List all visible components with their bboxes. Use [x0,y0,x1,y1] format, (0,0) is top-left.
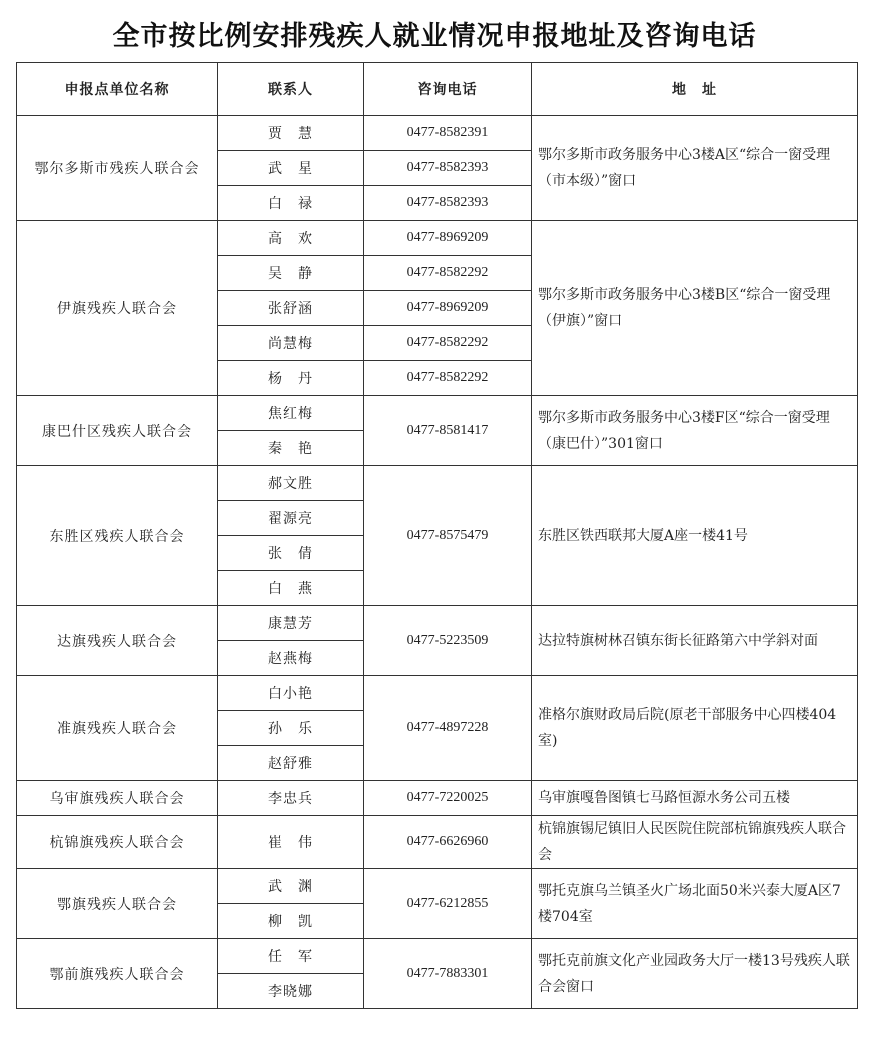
contact-name: 任 军 [218,939,364,974]
org-name: 达旗残疾人联合会 [17,606,218,676]
table-row [17,396,858,431]
contact-name: 高 欢 [218,221,364,256]
phone-number: 0477-8582391 [364,116,532,151]
phone-number: 0477-5223509 [364,606,532,676]
contact-name: 张舒涵 [218,291,364,326]
address: 鄂托克前旗文化产业园政务大厅一楼13号残疾人联合会窗口 [532,939,858,1009]
contact-name: 杨 丹 [218,361,364,396]
address: 准格尔旗财政局后院(原老干部服务中心四楼404室) [532,676,858,781]
org-name: 杭锦旗残疾人联合会 [17,816,218,869]
org-name: 东胜区残疾人联合会 [17,466,218,606]
phone-number: 0477-4897228 [364,676,532,781]
contact-name: 赵舒雅 [218,746,364,781]
org-name: 准旗残疾人联合会 [17,676,218,781]
org-name: 鄂前旗残疾人联合会 [17,939,218,1009]
phone-number: 0477-6212855 [364,869,532,939]
address: 鄂尔多斯市政务服务中心3楼F区“综合一窗受理（康巴什）”301窗口 [532,396,858,466]
phone-number: 0477-8969209 [364,221,532,256]
org-name: 鄂尔多斯市残疾人联合会 [17,116,218,221]
contact-name: 白 禄 [218,186,364,221]
table-row [17,869,858,904]
contact-name: 武 星 [218,151,364,186]
table-row [17,221,858,256]
address: 鄂尔多斯市政务服务中心3楼B区“综合一窗受理（伊旗）”窗口 [532,221,858,396]
table-row [17,466,858,501]
table-row [17,676,858,711]
contact-name: 翟源亮 [218,501,364,536]
header-phone: 咨询电话 [364,63,532,116]
org-name: 伊旗残疾人联合会 [17,221,218,396]
header-contact: 联系人 [218,63,364,116]
address: 乌审旗嘎鲁图镇七马路恒源水务公司五楼 [532,781,858,816]
contact-name: 赵燕梅 [218,641,364,676]
phone-number: 0477-7883301 [364,939,532,1009]
contact-name: 武 渊 [218,869,364,904]
contact-name: 郝文胜 [218,466,364,501]
phone-number: 0477-8582292 [364,361,532,396]
phone-number: 0477-6626960 [364,816,532,869]
header-org: 申报点单位名称 [17,63,218,116]
table-row [17,939,858,974]
org-name: 康巴什区残疾人联合会 [17,396,218,466]
phone-number: 0477-8582292 [364,326,532,361]
page-title: 全市按比例安排残疾人就业情况申报地址及咨询电话 [112,21,757,52]
address: 东胜区铁西联邦大厦A座一楼41号 [532,466,858,606]
contact-name: 贾 慧 [218,116,364,151]
contact-name: 张 倩 [218,536,364,571]
org-name: 乌审旗残疾人联合会 [17,781,218,816]
contact-name: 柳 凯 [218,904,364,939]
org-name: 鄂旗残疾人联合会 [17,869,218,939]
phone-number: 0477-8575479 [364,466,532,606]
contact-name: 白小艳 [218,676,364,711]
contact-name: 孙 乐 [218,711,364,746]
phone-number: 0477-8582393 [364,186,532,221]
contact-table [16,62,858,1009]
phone-number: 0477-7220025 [364,781,532,816]
table-row [17,606,858,641]
contact-name: 李晓娜 [218,974,364,1009]
table-header-row [17,63,858,116]
contact-name: 吴 静 [218,256,364,291]
phone-number: 0477-8582292 [364,256,532,291]
address: 鄂尔多斯市政务服务中心3楼A区“综合一窗受理（市本级）”窗口 [532,116,858,221]
phone-number: 0477-8969209 [364,291,532,326]
contact-name: 白 燕 [218,571,364,606]
contact-name: 尚慧梅 [218,326,364,361]
table-row [17,116,858,151]
contact-name: 焦红梅 [218,396,364,431]
address: 杭锦旗锡尼镇旧人民医院住院部杭锦旗残疾人联合会 [532,816,858,869]
phone-number: 0477-8581417 [364,396,532,466]
contact-name: 秦 艳 [218,431,364,466]
header-address: 地 址 [532,63,858,116]
contact-name: 崔 伟 [218,816,364,869]
table-row [17,816,858,869]
contact-name: 康慧芳 [218,606,364,641]
table-row [17,781,858,816]
contact-name: 李忠兵 [218,781,364,816]
address: 鄂托克旗乌兰镇圣火广场北面50米兴泰大厦A区7楼704室 [532,869,858,939]
phone-number: 0477-8582393 [364,151,532,186]
address: 达拉特旗树林召镇东街长征路第六中学斜对面 [532,606,858,676]
